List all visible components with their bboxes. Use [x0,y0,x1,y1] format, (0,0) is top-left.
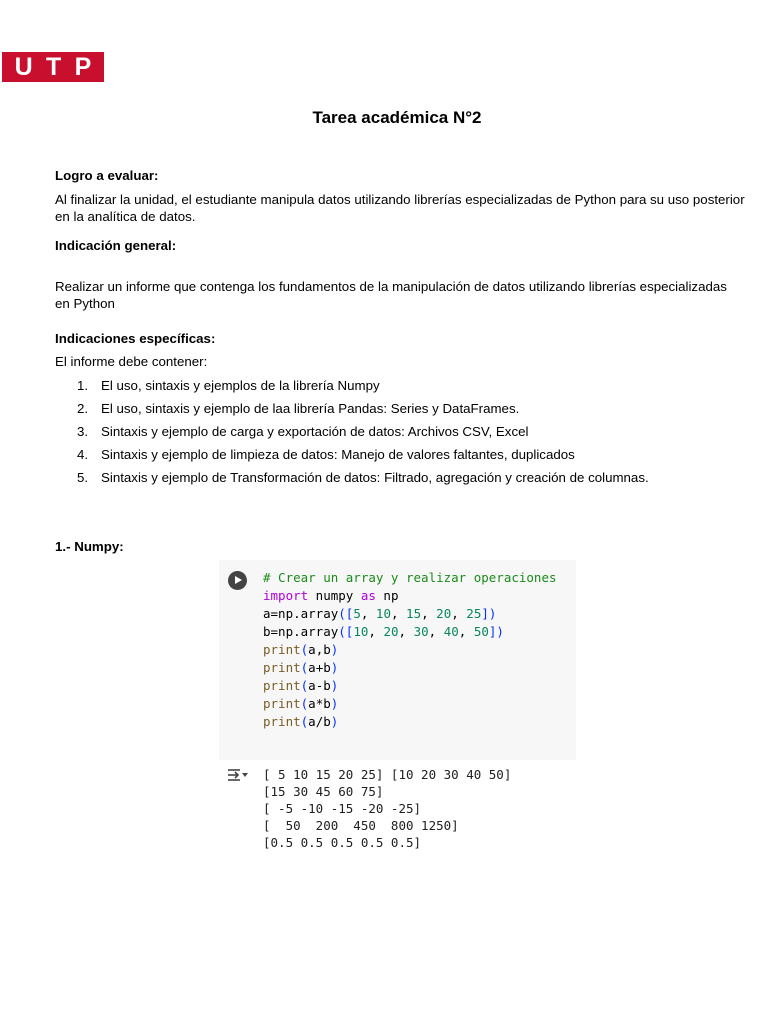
output-line: [ -5 -10 -15 -20 -25] [263,801,422,816]
code-line: import numpy as np [263,588,399,603]
logo-letter-p: P [74,53,92,81]
list-item-number: 2. [77,401,89,416]
list-item-text: Sintaxis y ejemplo de carga y exportación de datos: Archivos CSV, Excel [101,424,529,439]
code-line: b=np.array([10, 20, 30, 40, 50]) [263,624,504,639]
logro-section [55,167,745,225]
list-item [77,400,737,423]
list-item-number: 3. [77,424,89,439]
logo-letter-t: T [46,53,62,81]
list-item-number: 4. [77,447,89,462]
indicacion-general-text: Realizar un informe que contenga los fundamentos de la manipulación de datos utilizando librerías especializadas en Python [55,279,727,311]
section-heading-numpy: 1.- Numpy: [55,539,124,554]
output-toggle-icon[interactable] [227,768,249,782]
output-line: [ 5 10 15 20 25] [10 20 30 40 50] [263,767,512,782]
code-line: print(a+b) [263,660,339,675]
output-line: [ 50 200 450 800 1250] [263,818,459,833]
utp-logo [2,52,104,82]
list-item-text: Sintaxis y ejemplo de Transformación de datos: Filtrado, agregación y creación de columnas. [101,470,649,485]
indicaciones-intro: El informe debe contener: [55,354,208,369]
code-line: # Crear un array y realizar operaciones [263,570,557,585]
list-item [77,377,737,400]
indicaciones-especificas-heading: Indicaciones específicas: [55,331,216,346]
code-cell[interactable] [219,560,576,760]
logro-text: Al finalizar la unidad, el estudiante manipula datos utilizando librerías especializadas de Python para su uso posterior en la analítica de datos. [55,192,745,224]
list-item [77,446,737,469]
code-line: print(a/b) [263,714,339,729]
list-item-number: 5. [77,470,89,485]
indicacion-general-section [55,237,745,312]
code-line: a=np.array([5, 10, 15, 20, 25]) [263,606,497,621]
logo-letter-u: U [14,53,33,81]
list-item-number: 1. [77,378,89,393]
output-line: [0.5 0.5 0.5 0.5 0.5] [263,835,422,850]
indicaciones-especificas-section [55,330,745,370]
list-item-text: Sintaxis y ejemplo de limpieza de datos: Manejo de valores faltantes, duplicados [101,447,575,462]
document-title: Tarea académica N°2 [312,108,482,127]
output-line: [15 30 45 60 75] [263,784,384,799]
code-cell-gutter [219,560,257,760]
list-item [77,469,737,492]
cell-output [263,766,511,851]
code-line: print(a,b) [263,642,339,657]
indicacion-general-heading: Indicación general: [55,238,177,253]
code-editor[interactable] [263,569,557,731]
list-item-text: El uso, sintaxis y ejemplos de la librería Numpy [101,378,380,393]
logro-heading: Logro a evaluar: [55,168,159,183]
play-circle-icon[interactable] [228,571,247,590]
list-item [77,423,737,446]
list-item-text: El uso, sintaxis y ejemplo de laa librería Pandas: Series y DataFrames. [101,401,520,416]
requirements-list [77,377,737,492]
code-line: print(a-b) [263,678,339,693]
code-line: print(a*b) [263,696,339,711]
